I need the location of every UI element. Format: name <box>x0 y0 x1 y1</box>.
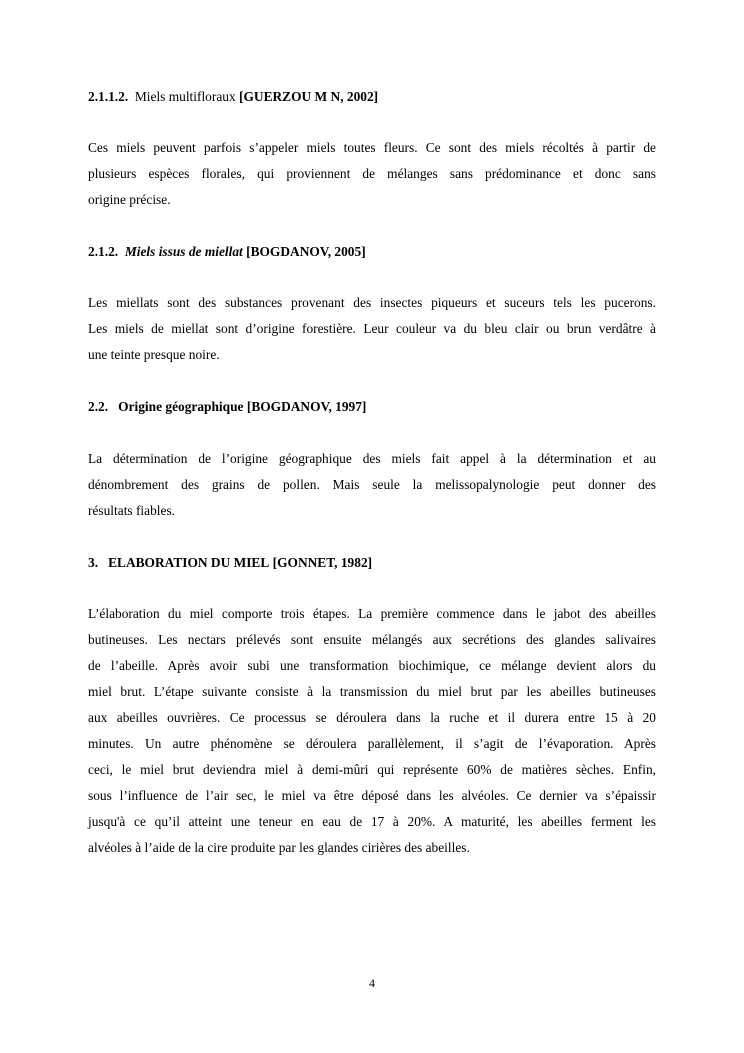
paragraph-line: origine précise. <box>88 192 171 207</box>
paragraph-line: Les miels de miellat sont d’origine forestière. Leur couleur va du bleu clair ou brun verdâtre à <box>88 321 656 336</box>
paragraph-line: alvéoles à l’aide de la cire produite par les glandes cirières des abeilles. <box>88 840 470 855</box>
paragraph-line: ceci, le miel brut deviendra miel à demi-mûri qui représente 60% de matières sèches. Enfin, <box>88 762 656 777</box>
paragraph-line: dénombrement des grains de pollen. Mais seule la melissopalynologie peut donner des <box>88 477 656 492</box>
paragraph-line: de l’abeille. Après avoir subi une transformation biochimique, ce mélange devient alors du <box>88 658 656 673</box>
section-title: Origine géographique <box>118 399 244 414</box>
section-heading-2-2 <box>88 398 656 416</box>
paragraph-elaboration-miel <box>88 601 656 861</box>
paragraph-origine-geographique <box>88 446 656 524</box>
section-number: 2.1.1.2. <box>88 89 129 104</box>
section-citation: [GUERZOU M N, 2002] <box>239 89 379 104</box>
paragraph-line: sous l’influence de l’air sec, le miel va être déposé dans les alvéoles. Ce dernier va s’épaissir <box>88 788 656 803</box>
paragraph-line: jusqu'à ce qu’il atteint une teneur en eau de 17 à 20%. A maturité, les abeilles ferment les <box>88 814 656 829</box>
paragraph-line: L’élaboration du miel comporte trois étapes. La première commence dans le jabot des abeilles <box>88 606 656 621</box>
section-heading-3 <box>88 554 656 572</box>
section-title: Miels multifloraux <box>134 89 236 104</box>
section-citation: [BOGDANOV, 2005] <box>246 244 366 259</box>
section-title: ELABORATION DU MIEL <box>108 555 270 570</box>
section-number: 2.2. <box>88 399 109 414</box>
paragraph-line: aux abeilles ouvrières. Ce processus se déroulera dans la ruche et il durera entre 15 à 20 <box>88 710 656 725</box>
paragraph-line: plusieurs espèces florales, qui proviennent de mélanges sans prédominance et donc sans <box>88 166 656 181</box>
paragraph-line: résultats fiables. <box>88 503 176 518</box>
paragraph-miels-miellat <box>88 290 656 368</box>
paragraph-line: une teinte presque noire. <box>88 347 220 362</box>
paragraph-line: miel brut. L’étape suivante consiste à la transmission du miel brut par les abeilles butineuses <box>88 684 656 699</box>
paragraph-line: La détermination de l’origine géographique des miels fait appel à la détermination et au <box>88 451 656 466</box>
section-citation: [BOGDANOV, 1997] <box>246 399 367 414</box>
section-title: Miels issus de miellat <box>124 244 243 259</box>
section-heading-2-1-1-2 <box>88 88 656 106</box>
section-number: 2.1.2. <box>88 244 119 259</box>
section-number: 3. <box>88 555 99 570</box>
page-number: 4 <box>369 976 375 990</box>
paragraph-line: Ces miels peuvent parfois s’appeler miels toutes fleurs. Ce sont des miels récoltés à partir de <box>88 140 656 155</box>
paragraph-line: Les miellats sont des substances provenant des insectes piqueurs et suceurs tels les pucerons. <box>88 295 656 310</box>
section-heading-2-1-2 <box>88 243 656 261</box>
paragraph-miels-multifloraux <box>88 135 656 213</box>
section-citation: [GONNET, 1982] <box>272 555 373 570</box>
paragraph-line: butineuses. Les nectars prélevés sont ensuite mélangés aux secrétions des glandes salivaires <box>88 632 656 647</box>
paragraph-line: minutes. Un autre phénomène se déroulera parallèlement, il s’agit de l’évaporation. Après <box>88 736 656 751</box>
